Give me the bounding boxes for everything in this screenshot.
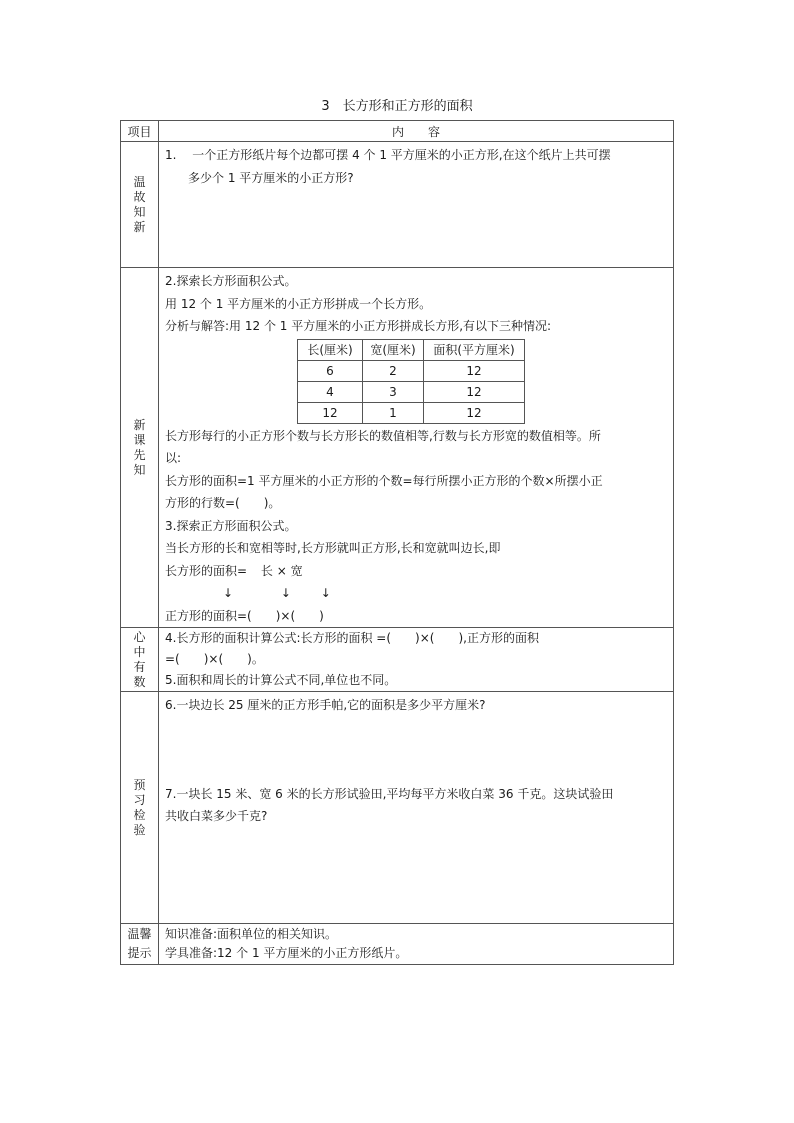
label-line: 温馨 — [127, 927, 152, 941]
question-7-line-2: 共收白菜多少千克? — [165, 809, 268, 823]
question-text: 一个正方形纸片每个边都可摆 4 个 1 平方厘米的小正方形,在这个纸片上共可摆 — [192, 148, 611, 162]
table-cell: 6 — [298, 360, 363, 381]
section-label-tips — [121, 924, 159, 965]
table-row — [298, 381, 525, 402]
page-title: 3 长方形和正方形的面积 — [321, 99, 473, 114]
section-content-tips — [159, 924, 674, 965]
header-content: 内 容 — [159, 121, 674, 142]
label-text: 预习检验 — [133, 777, 146, 837]
label-text: 新课先知 — [133, 417, 146, 477]
question-1-line-2: 多少个 1 平方厘米的小正方形? — [188, 170, 354, 185]
label-line: 提示 — [127, 946, 152, 960]
text-line: 正方形的面积=( )×( ) — [165, 608, 324, 623]
down-arrow-icon: ↓ — [280, 586, 291, 600]
section-review — [121, 142, 674, 268]
formula-label: 长方形的面积= — [165, 563, 248, 578]
table-cell: 3 — [363, 381, 424, 402]
section-tips — [121, 924, 674, 965]
table-row — [298, 402, 525, 423]
table-row — [298, 360, 525, 381]
worksheet-table — [120, 120, 674, 965]
rectangle-table — [297, 339, 525, 424]
text-line: 5.面积和周长的计算公式不同,单位也不同。 — [165, 673, 397, 687]
section-mind — [121, 628, 674, 692]
formula-line — [165, 560, 667, 583]
question-7-line-1: 7.一块长 15 米、宽 6 米的长方形试验田,平均每平方米收白菜 36 千克。这块试验田 — [165, 786, 614, 801]
label-text: 心中有数 — [133, 629, 146, 689]
text-line: =( )×( )。 — [165, 652, 264, 666]
table-header-cell: 宽(厘米) — [363, 339, 424, 360]
section-label-preview — [121, 268, 159, 628]
question-number: 1. — [165, 148, 177, 162]
table-cell: 2 — [363, 360, 424, 381]
section-label-mind — [121, 628, 159, 692]
table-cell: 12 — [424, 381, 525, 402]
section-label-review — [121, 142, 159, 268]
text-line: 以: — [165, 451, 182, 465]
table-header-cell: 面积(平方厘米) — [424, 339, 525, 360]
section-content-mind — [159, 628, 674, 692]
header-item: 项目 — [121, 121, 159, 142]
text-line: 长方形的面积=1 平方厘米的小正方形的个数=每行所摆小正方形的个数×所摆小正 — [165, 473, 603, 488]
answer-space — [165, 717, 667, 783]
header-row — [121, 121, 674, 142]
down-arrow-icon: ↓ — [320, 586, 331, 600]
question-6: 6.一块边长 25 厘米的正方形手帕,它的面积是多少平方厘米? — [165, 698, 486, 712]
arrow-line — [165, 582, 667, 605]
text-line: 用 12 个 1 平方厘米的小正方形拼成一个长方形。 — [165, 296, 432, 311]
text-line: 2.探索长方形面积公式。 — [165, 274, 297, 288]
text-line: 方形的行数=( )。 — [165, 496, 281, 510]
table-cell: 12 — [298, 402, 363, 423]
formula-terms: 长 × 宽 — [260, 563, 303, 578]
table-cell: 1 — [363, 402, 424, 423]
text-line: 当长方形的长和宽相等时,长方形就叫正方形,长和宽就叫边长,即 — [165, 541, 501, 555]
down-arrow-icon: ↓ — [223, 586, 234, 600]
section-label-check — [121, 692, 159, 924]
section-preview — [121, 268, 674, 628]
text-line: 3.探索正方形面积公式。 — [165, 518, 297, 533]
question-1-line-1 — [165, 144, 667, 167]
table-header-cell: 长(厘米) — [298, 339, 363, 360]
section-content-review — [159, 142, 674, 268]
text-line: 学具准备:12 个 1 平方厘米的小正方形纸片。 — [165, 946, 408, 960]
section-content-check — [159, 692, 674, 924]
label-text: 温故知新 — [133, 174, 146, 234]
table-cell: 12 — [424, 360, 525, 381]
text-line: 知识准备:面积单位的相关知识。 — [165, 927, 338, 941]
table-cell: 4 — [298, 381, 363, 402]
section-check — [121, 692, 674, 924]
table-cell: 12 — [424, 402, 525, 423]
section-content-preview — [159, 268, 674, 628]
text-line: 4.长方形的面积计算公式:长方形的面积 =( )×( ),正方形的面积 — [165, 631, 539, 645]
text-line: 长方形每行的小正方形个数与长方形长的数值相等,行数与长方形宽的数值相等。所 — [165, 428, 601, 443]
text-line: 分析与解答:用 12 个 1 平方厘米的小正方形拼成长方形,有以下三种情况: — [165, 319, 552, 333]
